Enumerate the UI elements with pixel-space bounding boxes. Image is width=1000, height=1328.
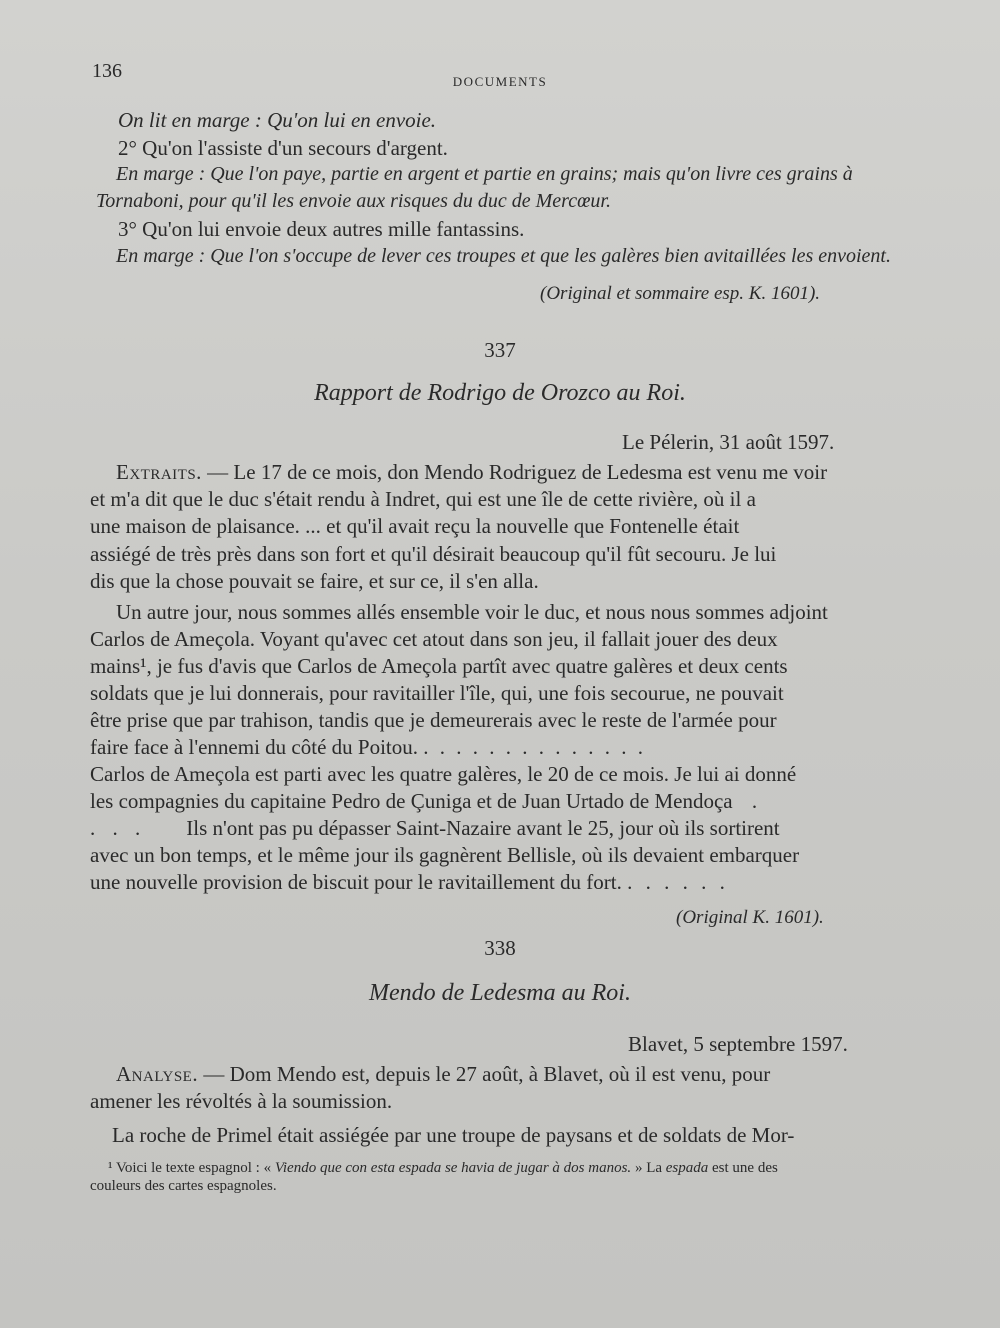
- paragraph-line: assiégé de très près dans son fort et qu'il désirait beaucoup qu'il fût secouru. Je lui: [90, 542, 777, 566]
- source-note-2: (Original K. 1601).: [676, 907, 824, 928]
- document-title-337: Rapport de Rodrigo de Orozco au Roi.: [314, 380, 686, 406]
- paragraph-line: Un autre jour, nous sommes allés ensemble voir le duc, et nous nous sommes adjoint: [116, 600, 828, 624]
- paragraph-line: Extraits. — Le 17 de ce mois, don Mendo Rodriguez de Ledesma est venu me voir: [116, 460, 828, 484]
- footnote-line-1: ¹ Voici le texte espagnol : « Viendo que con esta espada se havia de jugar à dos manos. » La espada est une des: [108, 1160, 778, 1176]
- paragraph-line: soldats que je lui donnerais, pour ravitailler l'île, qui, une fois secourue, ne pouvait: [90, 681, 784, 705]
- lead-word: Extraits.: [116, 460, 202, 484]
- paragraph-line: avec un bon temps, et le même jour ils gagnèrent Bellisle, où ils devaient embarquer: [90, 843, 800, 867]
- margin-note-1: On lit en marge : Qu'on lui en envoie.: [118, 108, 437, 132]
- margin-note-3: En marge : Que l'on s'occupe de lever ces troupes et que les galères bien avitaillées les envoient.: [116, 245, 891, 267]
- paragraph-line: être prise que par trahison, tandis que je demeurerais avec le reste de l'armée pour: [90, 708, 777, 732]
- paragraph-line: les compagnies du capitaine Pedro de Çuniga et de Juan Urtado de Mendoça .: [90, 789, 758, 813]
- document-number-337: 337: [484, 338, 516, 362]
- running-head: DOCUMENTS: [452, 74, 548, 89]
- paragraph-line: et m'a dit que le duc s'était rendu à Indret, qui est une île de cette rivière, où il a: [90, 487, 756, 511]
- paragraph-line: une maison de plaisance. ... et qu'il avait reçu la nouvelle que Fontenelle était: [90, 514, 740, 538]
- item-2: 2° Qu'on l'assiste d'un secours d'argent.: [118, 136, 448, 160]
- paragraph-line: La roche de Primel était assiégée par une troupe de paysans et de soldats de Mor-: [112, 1123, 795, 1147]
- paragraph-line: Analyse. — Dom Mendo est, depuis le 27 août, à Blavet, où il est venu, pour: [116, 1062, 771, 1086]
- item-3: 3° Qu'on lui envoie deux autres mille fantassins.: [118, 217, 525, 241]
- lead-word: Analyse.: [116, 1062, 199, 1086]
- footnote-line-2: couleurs des cartes espagnoles.: [90, 1178, 277, 1194]
- document-number-338: 338: [484, 936, 516, 960]
- paragraph-line: mains¹, je fus d'avis que Carlos de Ameçola partît avec quatre galères et deux cents: [90, 654, 788, 678]
- page-number: 136: [92, 60, 122, 82]
- paragraph-line: . . . Ils n'ont pas pu dépasser Saint-Nazaire avant le 25, jour où ils sortirent: [90, 816, 780, 840]
- place-date-337: Le Pélerin, 31 août 1597.: [622, 430, 835, 454]
- paragraph-line: une nouvelle provision de biscuit pour le ravitaillement du fort. . . . . . .: [90, 870, 729, 894]
- paragraph-line: Carlos de Ameçola. Voyant qu'avec cet atout dans son jeu, il fallait jouer des deux: [90, 627, 778, 651]
- place-date-338: Blavet, 5 septembre 1597.: [628, 1032, 848, 1056]
- margin-note-2b: Tornaboni, pour qu'il les envoie aux risques du duc de Mercœur.: [96, 190, 611, 212]
- paragraph-line: amener les révoltés à la soumission.: [90, 1089, 393, 1113]
- paragraph-line: faire face à l'ennemi du côté du Poitou. . . . . . . . . . . . . . .: [90, 735, 646, 759]
- paragraph-line: Carlos de Ameçola est parti avec les quatre galères, le 20 de ce mois. Je lui ai donné: [90, 762, 797, 786]
- document-title-338: Mendo de Ledesma au Roi.: [369, 980, 631, 1006]
- margin-note-2a: En marge : Que l'on paye, partie en argent et partie en grains; mais qu'on livre ces grains à: [116, 163, 853, 185]
- source-note-1: (Original et sommaire esp. K. 1601).: [540, 283, 821, 304]
- paragraph-line: dis que la chose pouvait se faire, et sur ce, il s'en alla.: [90, 569, 539, 593]
